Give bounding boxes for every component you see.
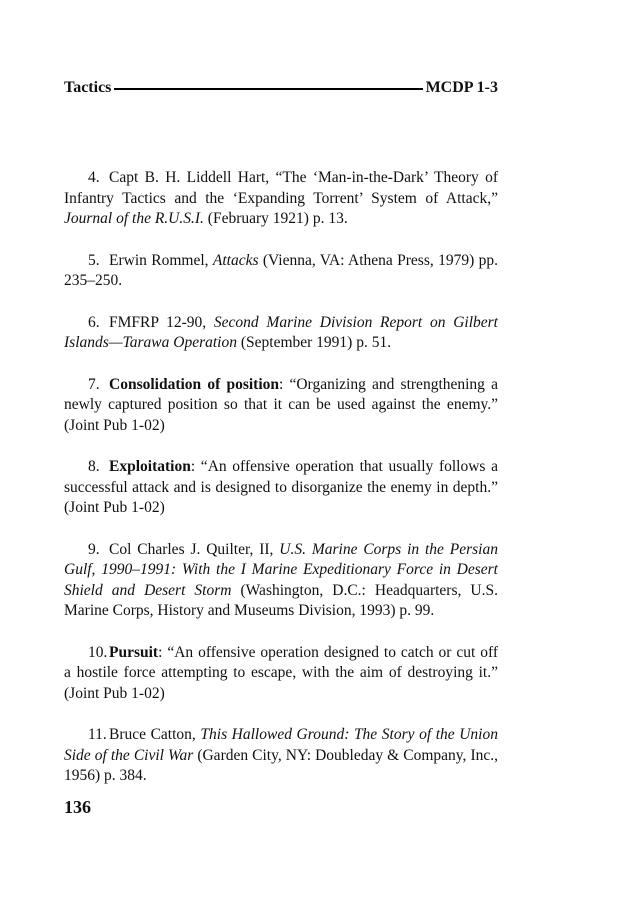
endnote-title: This Hallowed Ground: The Story of the Union Side of the Civil War <box>64 726 498 764</box>
endnote-term: Pursuit <box>109 643 159 661</box>
endnote-number: 10. <box>88 643 108 661</box>
endnote-text: (Washington, D.C.: Headquarters, U.S. Marine Corps, History and Museums Division, 1993) p. 99. <box>64 581 498 619</box>
endnote-number: 9. <box>88 540 100 558</box>
endnote-number: 8. <box>88 458 100 475</box>
endnote-text: Capt B. H. Liddell Hart, “The ‘Man-in-the-Dark’ Theory of Infantry Tactics and the ‘Expanding Torrent’ System of Attack,” <box>64 169 498 207</box>
endnote-title: Attacks <box>212 251 259 269</box>
endnote <box>64 643 498 705</box>
endnote-text: Bruce Catton, <box>109 726 201 743</box>
header-rule <box>114 88 422 90</box>
endnote-title: Second Marine Division Report on Gilbert Islands—Tarawa Operation <box>64 313 498 351</box>
endnote-text: : “An offensive operation designed to catch or cut off a hostile force attempting to escape, with the aim of destroying it.” (Joint Pub 1-02) <box>64 643 498 702</box>
endnote-text: : “An offensive operation that usually follows a successful attack and is designed to disorganize the enemy in depth.” (Joint Pub 1-02) <box>64 458 498 516</box>
endnote-number: 5. <box>88 251 100 269</box>
endnote-title: Journal of the R.U.S.I. <box>64 210 204 227</box>
endnote <box>64 457 498 519</box>
endnote-text: (September 1991) p. 51. <box>236 334 392 351</box>
endnote <box>64 313 498 354</box>
endnotes-list <box>64 168 498 808</box>
endnote-text: Col Charles J. Quilter, II, <box>109 540 280 558</box>
endnote-number: 6. <box>88 313 100 331</box>
endnote-text: (February 1921) p. 13. <box>203 210 348 227</box>
running-header <box>64 76 498 100</box>
endnote <box>64 375 498 437</box>
page-number: 136 <box>64 797 91 817</box>
endnote-text: Erwin Rommel, <box>109 251 213 269</box>
endnote <box>64 725 498 787</box>
endnote-title: U.S. Marine Corps in the Persian Gulf, 1990–1991: With the I Marine Expeditionary Force in Desert Shield and Desert Storm <box>64 540 498 599</box>
header-document-id: MCDP 1-3 <box>425 79 498 96</box>
endnote-number: 11. <box>88 726 107 743</box>
endnote-term: Exploitation <box>109 458 191 475</box>
endnote-number: 7. <box>88 375 100 393</box>
endnote <box>64 540 498 622</box>
endnote-number: 4. <box>88 169 100 186</box>
endnote-term: Consolidation of position <box>109 375 279 393</box>
endnote-text: FMFRP 12-90, <box>109 313 214 331</box>
endnote-text: : “Organizing and strengthening a newly captured position so that it can be used against the enemy.” (Joint Pub 1-02) <box>64 375 498 434</box>
endnote-text: (Garden City, NY: Doubleday & Company, Inc., 1956) p. 384. <box>64 746 498 784</box>
endnote <box>64 168 498 230</box>
endnote-text: (Vienna, VA: Athena Press, 1979) pp. 235–250. <box>64 251 498 289</box>
endnote <box>64 251 498 292</box>
header-section-title: Tactics <box>64 79 112 96</box>
